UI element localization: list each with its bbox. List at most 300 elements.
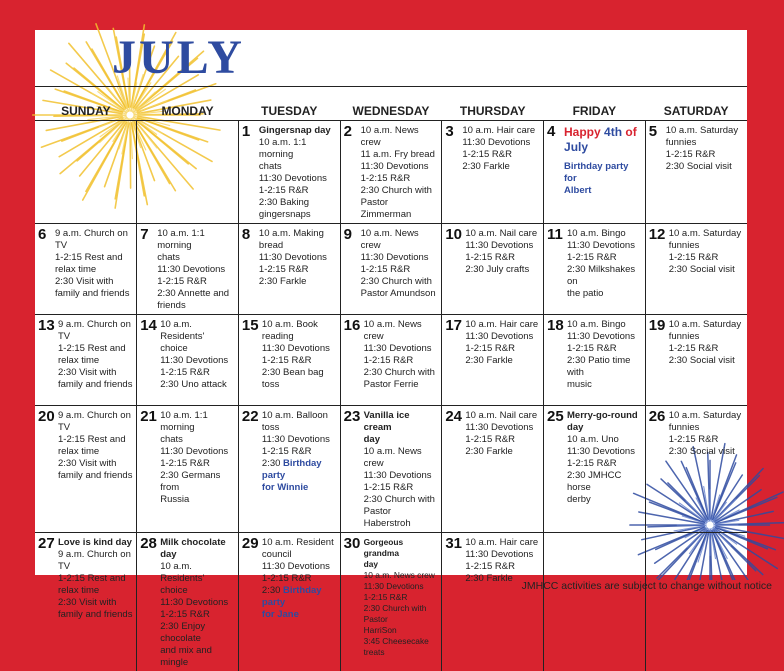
empty-day-cell [35,121,137,224]
event-line [364,482,439,494]
day-events [564,125,642,197]
event-text: 1-2:15 R&R [669,343,719,354]
event-text: 1-2:15 Rest and relax time [58,573,126,596]
event-line [160,621,235,669]
day-cell-25 [544,406,646,533]
event-line [55,252,133,276]
event-line [58,549,133,573]
event-line [669,446,744,458]
event-text: Love is kind day [58,537,132,548]
event-text: 10 a.m. Hair care [462,125,535,136]
event-text: 11:30 Devotions [160,446,228,457]
event-line [55,228,133,252]
event-text: 1-2:15 R&R [567,458,617,469]
day-events [465,537,540,585]
day-events [160,319,235,391]
event-text: 11:30 Devotions [160,597,228,608]
event-text: 9 a.m. Church on TV [58,319,133,342]
event-text: 10 a.m. Residents' choice [160,561,204,596]
event-line [160,537,235,561]
event-line [262,355,337,367]
event-text: 2:30 Church with Pastor Amundson [361,276,436,299]
event-line [465,434,540,446]
event-text: 10 a.m. Nail care [465,228,537,239]
event-line [567,458,642,470]
event-line [160,561,235,597]
day-events [262,537,337,621]
calendar-week [35,406,747,533]
event-line [160,410,235,446]
event-line [465,252,540,264]
holiday-title-part: of [622,125,637,139]
day-events [58,319,133,391]
event-text: 2:30 Patio time with music [567,355,633,390]
event-line [364,603,439,636]
event-line [567,331,642,343]
event-text: 11:30 Devotions [157,264,225,275]
event-text: 10 a.m. Nail care [465,410,537,421]
day-events [58,410,133,482]
event-line [259,173,337,185]
event-text: 10 a.m. 1:1 morning chats [160,410,210,445]
day-number: 5 [649,124,657,140]
event-text: 11:30 Devotions [361,161,429,172]
event-text: 10 a.m. Saturday funnies [669,228,741,251]
day-number: 13 [38,318,55,334]
day-cell-2 [340,121,442,224]
day-events [157,228,235,312]
event-line [465,561,540,573]
day-cell-30 [340,533,442,671]
event-text: 10 a.m. News crew [364,446,425,469]
day-events [465,410,540,458]
weekday-monday: MONDAY [137,87,239,121]
event-text: 10 a.m. Residents' choice [160,319,204,354]
event-line [669,355,744,367]
event-line [259,276,337,288]
day-cell-22 [238,406,340,533]
event-line [465,537,540,549]
event-line [465,343,540,355]
weekday-header [35,87,747,121]
day-cell-27 [35,533,137,671]
event-text: 10 a.m. Bingo [567,228,626,239]
day-cell-8 [238,224,340,315]
event-text: 10 a.m. Balloon toss [262,410,331,433]
event-text: Gorgeous grandma day [364,537,406,569]
holiday-title-part: July [564,140,588,154]
day-events [262,410,337,494]
event-line [465,331,540,343]
event-text: 3:45 Cheesecake treats [364,636,432,657]
event-line [361,185,439,221]
event-text: 2:30 Farkle [465,355,513,366]
event-line [58,410,133,434]
weekday-tuesday: TUESDAY [238,87,340,121]
event-line [262,585,337,621]
event-text: 1-2:15 R&R [157,276,207,287]
day-events [259,125,337,221]
event-line [262,343,337,355]
event-text: Milk chocolate day [160,537,228,560]
day-events [361,125,439,221]
day-cell-5 [645,121,747,224]
birthday-text: Birthday party for Winnie [262,458,324,493]
event-line [364,570,439,581]
event-line [259,252,337,264]
day-events [567,319,642,391]
event-text: 2:30 [262,585,283,596]
event-line [567,264,642,300]
event-line [567,355,642,391]
day-events [364,410,439,530]
event-line [58,597,133,621]
day-cell-31 [442,533,544,671]
day-number: 28 [140,536,157,552]
event-text: 11:30 Devotions [364,581,424,591]
event-line [259,264,337,276]
event-text: 1-2:15 Rest and relax time [58,343,126,366]
event-line [262,446,337,458]
event-text: 2:30 Social visit [669,264,735,275]
day-number: 9 [344,227,352,243]
event-line [669,252,744,264]
event-line [364,319,439,343]
day-events [669,319,744,367]
event-text: 11:30 Devotions [465,331,533,342]
event-line [364,494,439,530]
event-line [361,252,439,264]
event-line [567,434,642,446]
event-line [669,434,744,446]
event-line [361,149,439,161]
event-line [58,367,133,391]
event-line [666,161,744,173]
event-text: 11:30 Devotions [160,355,228,366]
event-text: 10 a.m. 1:1 morning chats [259,137,309,172]
event-line [465,228,540,240]
event-text: 11:30 Devotions [364,470,432,481]
event-line [364,592,439,603]
day-cell-19 [645,315,747,406]
event-text: 1-2:15 R&R [160,609,210,620]
event-line [364,581,439,592]
day-cell-13 [35,315,137,406]
empty-day-cell [137,121,239,224]
day-events [465,319,540,367]
weekday-thursday: THURSDAY [442,87,544,121]
event-text: 1-2:15 R&R [465,561,515,572]
day-number: 25 [547,409,564,425]
event-text: 2:30 Farkle [462,161,510,172]
event-line [262,573,337,585]
event-text: 10 a.m. Saturday funnies [669,410,741,433]
event-text: 2:30 Germans from Russia [160,470,223,505]
event-text: 10 a.m. Book reading [262,319,321,342]
event-text: Birthday party for Albert [564,161,631,196]
day-events [262,319,337,391]
event-line [160,597,235,609]
day-cell-17 [442,315,544,406]
event-line [262,434,337,446]
day-events [55,228,133,300]
day-number: 4 [547,124,555,140]
event-text: 11:30 Devotions [259,252,327,263]
day-cell-14 [137,315,239,406]
day-cell-1 [238,121,340,224]
event-line [465,549,540,561]
day-number: 30 [344,536,361,552]
event-text: 10 a.m. Making bread [259,228,327,251]
day-cell-20 [35,406,137,533]
day-cell-18 [544,315,646,406]
weekday-wednesday: WEDNESDAY [340,87,442,121]
event-text: 10 a.m. Resident council [262,537,334,560]
event-text: 2:30 [262,458,283,469]
event-text: 2:30 Farkle [465,446,513,457]
day-cell-29 [238,533,340,671]
event-text: 2:30 Baking gingersnaps [259,197,311,220]
event-line [669,343,744,355]
event-line [160,355,235,367]
event-line [157,288,235,312]
day-events [364,319,439,391]
event-text: 10 a.m. Hair care [465,319,538,330]
day-number: 10 [445,227,462,243]
day-number: 21 [140,409,157,425]
event-line [160,458,235,470]
event-text: 10 a.m. Saturday funnies [669,319,741,342]
event-text: 11:30 Devotions [465,240,533,251]
event-text: 1-2:15 R&R [262,446,312,457]
event-line [364,367,439,391]
event-line [361,125,439,149]
event-line [364,537,439,570]
event-line [567,343,642,355]
event-text: 1-2:15 R&R [259,264,309,275]
event-line [361,228,439,252]
event-line [567,446,642,458]
day-events [669,410,744,458]
event-text: 1-2:15 R&R [262,573,312,584]
event-text: 2:30 Uno attack [160,379,227,390]
event-text: 2:30 Farkle [465,573,513,584]
event-text: 2:30 Visit with family and friends [58,458,132,481]
event-line [160,379,235,391]
event-text: 1-2:15 R&R [465,343,515,354]
event-text: 2:30 Social visit [669,446,735,457]
event-text: 11:30 Devotions [262,561,330,572]
event-text: 1-2:15 R&R [259,185,309,196]
weekday-friday: FRIDAY [544,87,646,121]
day-cell-4 [544,121,646,224]
day-events [462,125,540,173]
calendar-week [35,533,747,671]
event-text: 1-2:15 R&R [361,173,411,184]
event-line [564,161,642,197]
event-line [259,137,337,173]
event-line [462,149,540,161]
day-cell-3 [442,121,544,224]
event-text: 2:30 Church with Pastor HarriSon [364,603,429,635]
event-line [160,470,235,506]
event-text: 11:30 Devotions [465,422,533,433]
event-text: 2:30 Church with Pastor Haberstroh [364,494,435,529]
event-text: 11:30 Devotions [567,331,635,342]
event-text: 11:30 Devotions [361,252,429,263]
day-cell-21 [137,406,239,533]
event-line [364,636,439,658]
event-text: 2:30 Visit with family and friends [58,597,132,620]
day-events [361,228,439,300]
day-number: 7 [140,227,148,243]
calendar-week [35,224,747,315]
event-text: Merry-go-round day [567,410,640,433]
day-events [465,228,540,276]
event-text: 1-2:15 R&R [567,343,617,354]
event-text: 1-2:15 R&R [364,592,408,602]
event-line [157,276,235,288]
event-text: 10 a.m. Bingo [567,319,626,330]
event-line [160,609,235,621]
day-number: 27 [38,536,55,552]
event-text: 1-2:15 Rest and relax time [55,252,123,275]
event-text: Gingersnap day [259,125,331,136]
event-line [669,319,744,343]
event-text: 11:30 Devotions [462,137,530,148]
event-line [262,367,337,391]
event-line [567,410,642,434]
event-line [361,276,439,300]
day-events [58,537,133,621]
day-cell-16 [340,315,442,406]
event-line [259,228,337,252]
event-line [669,264,744,276]
day-events [160,410,235,506]
event-text: 1-2:15 R&R [160,367,210,378]
event-line [361,161,439,173]
event-text: 10 a.m. News crew [364,319,425,342]
event-text: 2:30 JMHCC horse derby [567,470,624,505]
holiday-title-part: Happy [564,125,604,139]
event-line [58,319,133,343]
event-line [465,410,540,422]
event-line [465,355,540,367]
event-text: 11:30 Devotions [567,240,635,251]
event-text: 2:30 Enjoy chocolate and mix and mingle [160,621,214,668]
event-line [361,264,439,276]
day-cell-26 [645,406,747,533]
day-events [567,410,642,506]
event-line [361,173,439,185]
day-number: 17 [445,318,462,334]
footer-notice: JMHCC activities are subject to change without notice [522,580,772,592]
event-line [666,149,744,161]
event-text: 1-2:15 R&R [669,434,719,445]
event-line [157,264,235,276]
event-line [465,446,540,458]
event-text: 2:30 Farkle [259,276,307,287]
event-text: 11:30 Devotions [259,173,327,184]
event-line [58,537,133,549]
event-text: 10 a.m. News crew [364,570,435,580]
event-text: 11:30 Devotions [465,549,533,560]
event-line [262,319,337,343]
day-number: 29 [242,536,259,552]
event-text: 1-2:15 R&R [462,149,512,160]
day-events [364,537,439,658]
day-cell-10 [442,224,544,315]
event-line [364,446,439,470]
event-line [465,319,540,331]
event-line [58,343,133,367]
event-line [669,228,744,252]
event-line [58,573,133,597]
event-line [462,125,540,137]
day-number: 15 [242,318,259,334]
day-number: 14 [140,318,157,334]
event-text: 1-2:15 R&R [364,355,414,366]
event-line [55,276,133,300]
event-text: 2:30 Visit with family and friends [58,367,132,390]
event-text: 9 a.m. Church on TV [58,410,133,433]
day-cell-28 [137,533,239,671]
event-line [567,470,642,506]
event-text: 1-2:15 R&R [364,482,414,493]
event-text: 11:30 Devotions [567,446,635,457]
day-number: 31 [445,536,462,552]
day-number: 19 [649,318,666,334]
event-line [462,161,540,173]
event-line [262,537,337,561]
day-number: 12 [649,227,666,243]
event-text: 11:30 Devotions [364,343,432,354]
event-text: 2:30 Bean bag toss [262,367,326,390]
event-text: 1-2:15 R&R [666,149,716,160]
event-text: 2:30 July crafts [465,264,529,275]
day-number: 26 [649,409,666,425]
event-text: 1-2:15 R&R [669,252,719,263]
day-events [666,125,744,173]
event-line [567,319,642,331]
day-number: 6 [38,227,46,243]
event-text: 1-2:15 R&R [262,355,312,366]
day-cell-24 [442,406,544,533]
event-text: 1-2:15 Rest and relax time [58,434,126,457]
weekday-saturday: SATURDAY [645,87,747,121]
event-line [259,185,337,197]
event-line [160,446,235,458]
event-text: 1-2:15 R&R [160,458,210,469]
event-text: 1-2:15 R&R [465,252,515,263]
day-number: 1 [242,124,250,140]
event-line [262,458,337,494]
event-line [666,125,744,149]
calendar-week [35,121,747,224]
month-title: JULY [112,30,245,86]
event-line [462,137,540,149]
event-line [567,252,642,264]
event-text: 2:30 Milkshakes on the patio [567,264,638,299]
event-text: 2:30 Church with Pastor Ferrie [364,367,435,390]
day-cell-6 [35,224,137,315]
event-text: 2:30 Church with Pastor Zimmerman [361,185,432,220]
birthday-text: Birthday party for Jane [262,585,324,620]
event-line [160,319,235,355]
event-text: 9 a.m. Church on TV [58,549,133,572]
event-text: 2:30 Visit with family and friends [55,276,129,299]
day-number: 18 [547,318,564,334]
